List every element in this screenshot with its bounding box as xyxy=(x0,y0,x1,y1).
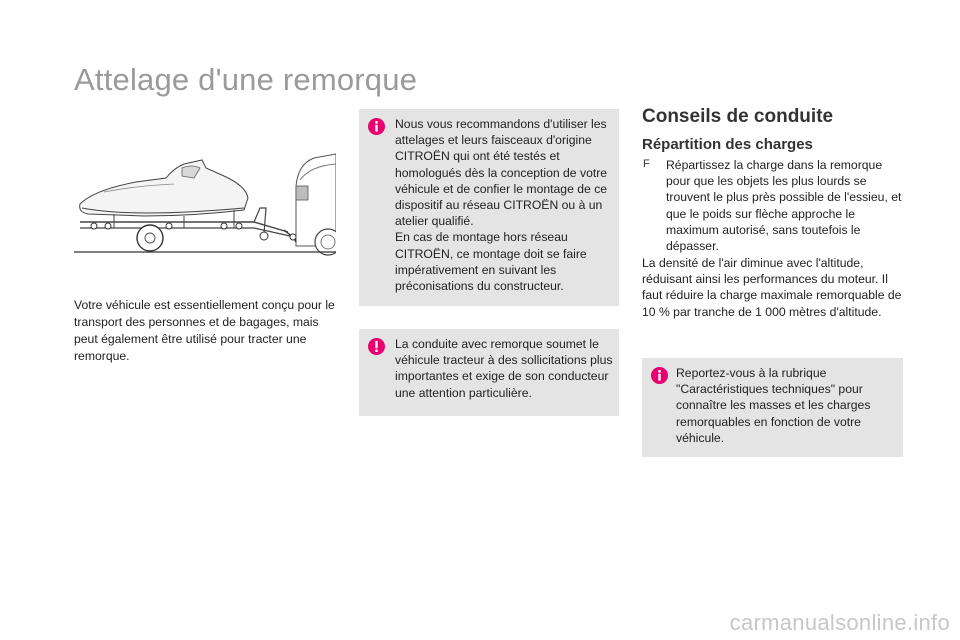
jetski-trailer-illustration xyxy=(74,146,336,264)
bullet-text: Répartissez la charge dans la remorque pour que les objets les plus lourds se trouvent le plus près possible de l'essieu, et que le poids sur flèche approche le maximum autorisé, sans toutefois le dépasser. xyxy=(666,158,902,254)
warning-note-text: La conduite avec remorque soumet le véhicule tracteur à des sollicitations plus importantes et exige de son conducteur une attention particulière. xyxy=(395,337,613,400)
reference-note xyxy=(642,358,903,457)
warning-icon xyxy=(368,338,385,355)
recommendation-note xyxy=(359,109,619,306)
warning-note xyxy=(359,329,619,416)
info-icon xyxy=(368,118,385,135)
subsection-title: Répartition des charges xyxy=(642,136,813,153)
altitude-paragraph: La densité de l'air diminue avec l'altitude, réduisant ainsi les performances du moteur. Il faut réduire la charge maximale remorquable de 10 % par tranche de 1 000 mètres d'altitude. xyxy=(642,256,902,319)
watermark: carmanualsonline.info xyxy=(729,610,950,635)
page-title: Attelage d'une remorque xyxy=(74,62,418,97)
recommendation-note-text: Nous vous recommandons d'utiliser les attelages et leurs faisceaux d'origine CITROËN qui ont été testés et homologués dès la conception de votre véhicule et de confier le montage de ce dispositif au réseau CITROËN ou à un atelier qualifié. En cas de montage hors réseau CITROËN, ce montage doit se faire impérativement en suivant les préconisations du constructeur. xyxy=(395,117,608,294)
info-icon xyxy=(651,367,668,384)
reference-note-text: Reportez-vous à la rubrique "Caractéristiques techniques" pour connaître les masses et les charges remorquables en fonction de votre véhicule. xyxy=(676,366,871,445)
bullet-marker-icon: F xyxy=(643,158,650,170)
intro-paragraph: Votre véhicule est essentiellement conçu pour le transport des personnes et de bagages, mais peut également être utilisé pour tracter une remorque. xyxy=(74,298,335,363)
bullet-item xyxy=(642,157,904,254)
section-title: Conseils de conduite xyxy=(642,106,834,127)
